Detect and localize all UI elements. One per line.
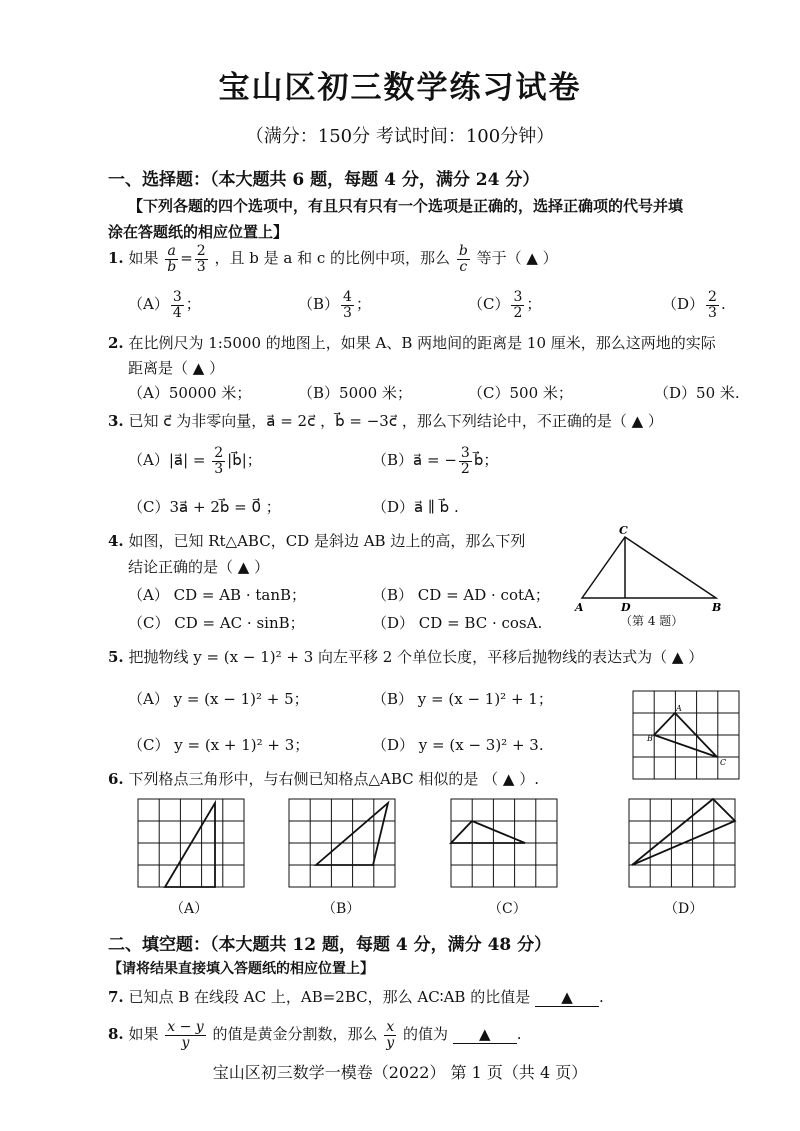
q8-fraction-1: $\frac{x - y}{y}$ <box>167 1019 204 1051</box>
q2-line-2: 距离是（ ▲ ） <box>128 359 225 377</box>
q4-triangle-figure <box>570 525 730 625</box>
triangle-abc <box>582 537 716 598</box>
triangle-option-c <box>451 821 525 843</box>
q8-text-c: 的值为 <box>402 1025 448 1044</box>
q6-grid-option-c <box>450 798 560 890</box>
q4-option-c: （C） CD = AC · sinB； <box>128 614 305 632</box>
q3-option-d: （D）a⃗ ∥ b⃗ . <box>372 498 459 516</box>
q1-text-c: ，且 b 是 a 和 c 的比例中项，那么 <box>214 249 451 268</box>
q7-text: 已知点 B 在线段 AC 上，AB=2BC，那么 AC∶AB 的比值是 <box>128 988 531 1006</box>
q5-text: 把抛物线 y = (x − 1)² + 3 向左平移 2 个单位长度，平移后抛物线的表达式为（ ▲ ） <box>128 648 704 666</box>
q1-fraction-2: $\frac{2}{3}$ <box>196 243 206 275</box>
reference-grid-triangle <box>632 690 742 782</box>
q7-end: . <box>599 988 604 1006</box>
q5-option-b: （B） y = (x − 1)² + 1； <box>372 690 553 708</box>
q8-end: . <box>516 1025 522 1044</box>
q5-option-a: （A） y = (x − 1)² + 5； <box>128 690 309 708</box>
q6-grid-option-b <box>288 798 398 890</box>
q5-option-c: （C） y = (x + 1)² + 3； <box>128 736 310 754</box>
question-number: 3. <box>108 412 124 430</box>
triangle-option-d <box>632 799 735 865</box>
q6-text: 下列格点三角形中，与右侧已知格点△ABC 相似的是 （ ▲ ）. <box>128 770 539 788</box>
question-number: 6. <box>108 770 124 788</box>
question-4 <box>108 530 525 551</box>
question-number: 1. <box>108 249 124 268</box>
q4-line-1: 如图，已知 Rt△ABC，CD 是斜边 AB 边上的高，那么下列 <box>128 532 526 550</box>
q3-text: 已知 c⃗ 为非零向量，a⃗ = 2c⃗ ，b⃗ = −3c⃗ ，那么下列结论中，不正确的是（ ▲ ） <box>128 412 663 430</box>
ref-label-b: B <box>647 734 653 743</box>
point-d-label: D <box>621 601 631 614</box>
q4-line-2: 结论正确的是（ ▲ ） <box>128 558 270 576</box>
exam-info: （满分：150分 考试时间：100分钟） <box>245 126 555 147</box>
q2-option-b: （B）5000 米； <box>298 384 412 402</box>
question-number: 7. <box>108 988 124 1006</box>
q1-option-d: （D） $\frac{2}{3}$ . <box>662 289 726 321</box>
q4-option-a: （A） CD = AB · tanB； <box>128 586 307 604</box>
q6-caption-a: （A） <box>170 901 209 917</box>
triangle-option-b <box>316 803 388 865</box>
ref-label-a: A <box>676 704 682 713</box>
q3-option-b: （B）a⃗ = − $\frac{3}{2}$ b⃗； <box>372 445 499 477</box>
q4-option-d: （D） CD = BC · cosA. <box>372 614 543 632</box>
section1-heading: 一、选择题：（本大题共 6 题，每题 4 分，满分 24 分） <box>108 170 540 190</box>
q6-grid-option-a <box>137 798 247 890</box>
q5-option-d: （D） y = (x − 3)² + 3. <box>372 736 544 754</box>
q1-text-d: 等于（ ▲ ） <box>476 249 558 268</box>
q8-fraction-2: $\frac{x}{y}$ <box>386 1019 395 1051</box>
point-c-label: C <box>619 524 628 537</box>
q8-text-b: 的值是黄金分割数，那么 <box>212 1025 378 1044</box>
q6-caption-b: （B） <box>322 901 361 917</box>
section1-instruction-2: 涂在答题纸的相应位置上】 <box>108 223 289 241</box>
q2-option-a: （A）50000 米； <box>128 384 252 402</box>
question-7 <box>108 986 604 1007</box>
q2-option-d: （D）50 米. <box>654 384 740 402</box>
q1-option-a: （A） $\frac{3}{4}$ ； <box>128 289 201 321</box>
question-6 <box>108 768 539 789</box>
q1-fraction-3: $\frac{b}{c}$ <box>458 243 468 275</box>
q8-text-a: 如果 <box>128 1025 159 1044</box>
page-title: 宝山区初三数学练习试卷 <box>218 70 582 106</box>
section2-heading: 二、填空题：（本大题共 12 题，每题 4 分，满分 48 分） <box>108 935 552 955</box>
q1-text-a: 如果 <box>128 249 159 268</box>
q1-fraction-1: $\frac{a}{b}$ <box>167 243 177 275</box>
q2-line-1: 在比例尺为 1:5000 的地图上，如果 A、B 两地间的距离是 10 厘米，那么这两地的实际 <box>128 334 716 352</box>
q1-equals: = <box>180 249 193 268</box>
question-8 <box>108 1020 522 1050</box>
question-number: 8. <box>108 1025 124 1044</box>
q4-figure-caption: （第 4 题） <box>620 614 684 628</box>
q3-option-a: （A）|a⃗| = $\frac{2}{3}$ |b⃗|； <box>128 445 262 477</box>
question-number: 5. <box>108 648 124 666</box>
section2-instruction: 【请将结果直接填入答题纸的相应位置上】 <box>108 961 374 977</box>
question-5 <box>108 646 703 667</box>
question-number: 4. <box>108 532 124 550</box>
question-2 <box>108 332 716 353</box>
q1-option-b: （B） $\frac{4}{3}$ ； <box>298 289 371 321</box>
q8-answer-blank[interactable]: ▲ <box>453 1025 517 1044</box>
q7-answer-blank[interactable]: ▲ <box>535 988 599 1007</box>
question-3 <box>108 410 663 431</box>
page-footer: 宝山区初三数学一模卷（2022） 第 1 页（共 4 页） <box>212 1063 588 1082</box>
q6-caption-c: （C） <box>488 901 527 917</box>
point-b-label: B <box>712 601 722 614</box>
question-number: 2. <box>108 334 124 352</box>
point-a-label: A <box>575 601 584 614</box>
triangle-option-a <box>165 803 215 887</box>
q1-option-c: （C） $\frac{3}{2}$ ； <box>468 289 542 321</box>
question-1 <box>108 244 558 274</box>
q3-option-c: （C）3a⃗ + 2b⃗ = 0⃗ ； <box>128 498 281 516</box>
q6-caption-d: （D） <box>664 901 704 917</box>
q6-grid-option-d <box>628 798 738 890</box>
section1-instruction-1: 【下列各题的四个选项中，有且只有只有一个选项是正确的，选择正确项的代号并填 <box>128 197 684 215</box>
q2-option-c: （C）500 米； <box>468 384 573 402</box>
ref-label-c: C <box>720 758 727 767</box>
q4-option-b: （B） CD = AD · cotA； <box>372 586 550 604</box>
